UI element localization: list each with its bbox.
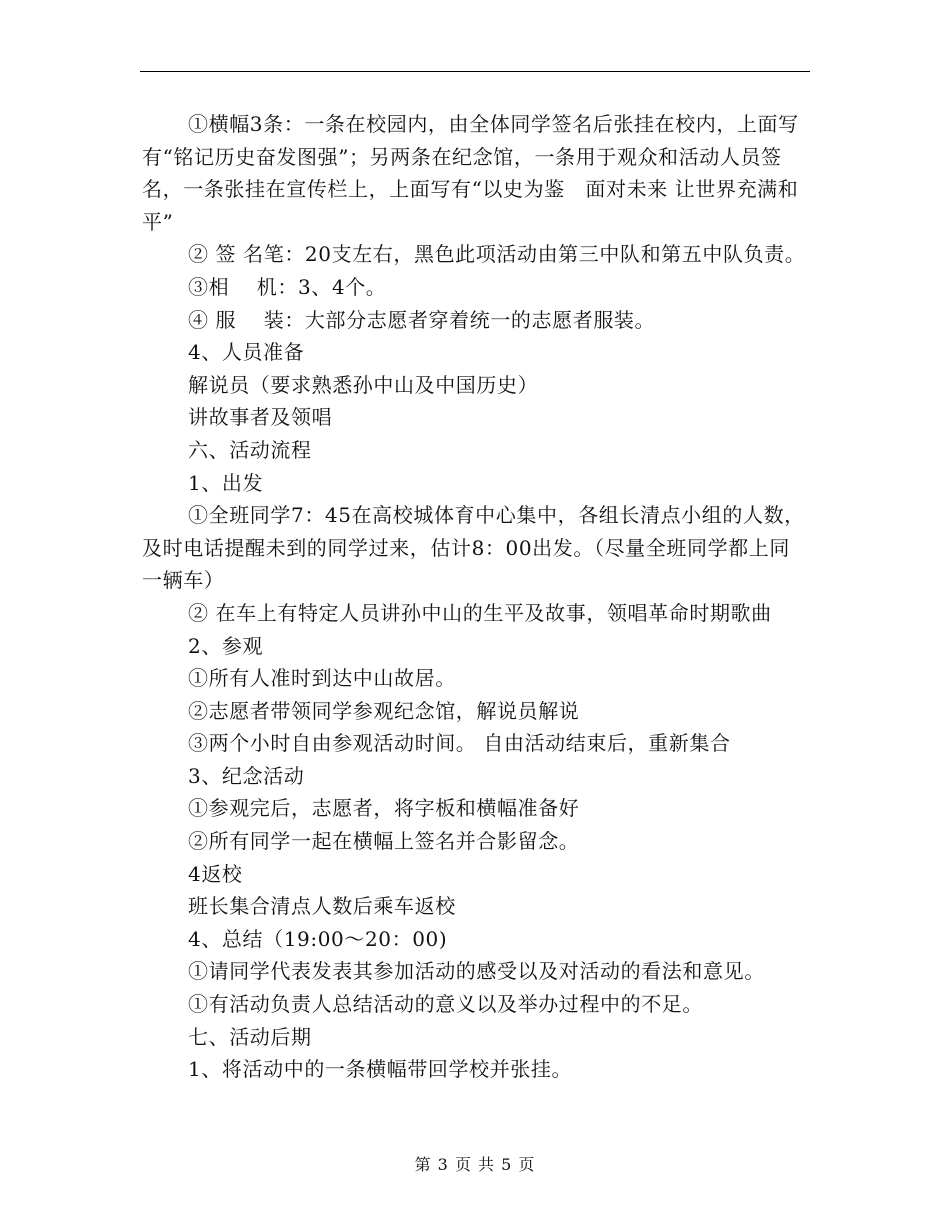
heading-visit: 2、参观 <box>188 633 264 658</box>
document-body <box>142 108 808 1086</box>
paragraph-arrival: ①所有人准时到达中山故居。 <box>188 666 456 691</box>
heading-memorial-activity: 3、纪念活动 <box>188 763 305 788</box>
heading-post-activity: 七、活动后期 <box>188 1024 312 1049</box>
paragraph-prepare-banners: ①参观完后，志愿者，将字板和横幅准备好 <box>188 796 580 821</box>
paragraph-hang-banner: 1、将活动中的一条横幅带回学校并张挂。 <box>188 1057 573 1082</box>
paragraph-narrator: 解说员（要求熟悉孙中山及中国历史） <box>188 372 539 397</box>
heading-summary: 4、总结（19:00～20：00) <box>188 926 448 951</box>
paragraph-leader-summary: ①有活动负责人总结活动的意义以及举办过程中的不足。 <box>188 992 703 1017</box>
paragraph-storyteller: 讲故事者及领唱 <box>188 405 333 430</box>
paragraph-pen-item: ② 签 名笔：20支左右，黑色此项活动由第三中队和第五中队负责。 <box>188 242 806 267</box>
paragraph-return-bus: 班长集合清点人数后乘车返校 <box>188 894 456 919</box>
paragraph-gathering: ①全班同学7：45在高校城体育中心集中，各组长清点小组的人数，及时电话提醒未到的同学过来，估计8：00出发。（尽量全班同学都上同一辆车） <box>142 503 805 593</box>
paragraph-clothing-item: ④ 服 装：大部分志愿者穿着统一的志愿者服装。 <box>188 307 656 332</box>
paragraph-camera-item: ③相 机：3、4个。 <box>188 274 387 299</box>
heading-activity-process: 六、活动流程 <box>188 437 312 462</box>
header-rule <box>140 71 810 72</box>
heading-departure: 1、出发 <box>188 470 264 495</box>
paragraph-banner-item: ①横幅3条：一条在校园内，由全体同学签名后张挂在校内，上面写有“铭记历史奋发图强”；另两条在纪念馆，一条用于观众和活动人员签名，一条张挂在宣传栏上，上面写有“以史为鉴 面对未来 让世界充满和平” <box>142 112 799 234</box>
paragraph-guided-tour: ②志愿者带领同学参观纪念馆，解说员解说 <box>188 698 580 723</box>
paragraph-sign-and-photo: ②所有同学一起在横幅上签名并合影留念。 <box>188 829 580 854</box>
paragraph-free-time: ③两个小时自由参观活动时间。 自由活动结束后，重新集合 <box>188 731 731 756</box>
heading-return: 4返校 <box>188 861 243 886</box>
heading-staff-preparation: 4、人员准备 <box>188 340 305 365</box>
paragraph-bus-story: ② 在车上有特定人员讲孙中山的生平及故事，领唱革命时期歌曲 <box>188 600 772 625</box>
paragraph-student-feedback: ①请同学代表发表其参加活动的感受以及对活动的看法和意见。 <box>188 959 765 984</box>
page-number-footer: 第 3 页 共 5 页 <box>414 1155 536 1174</box>
